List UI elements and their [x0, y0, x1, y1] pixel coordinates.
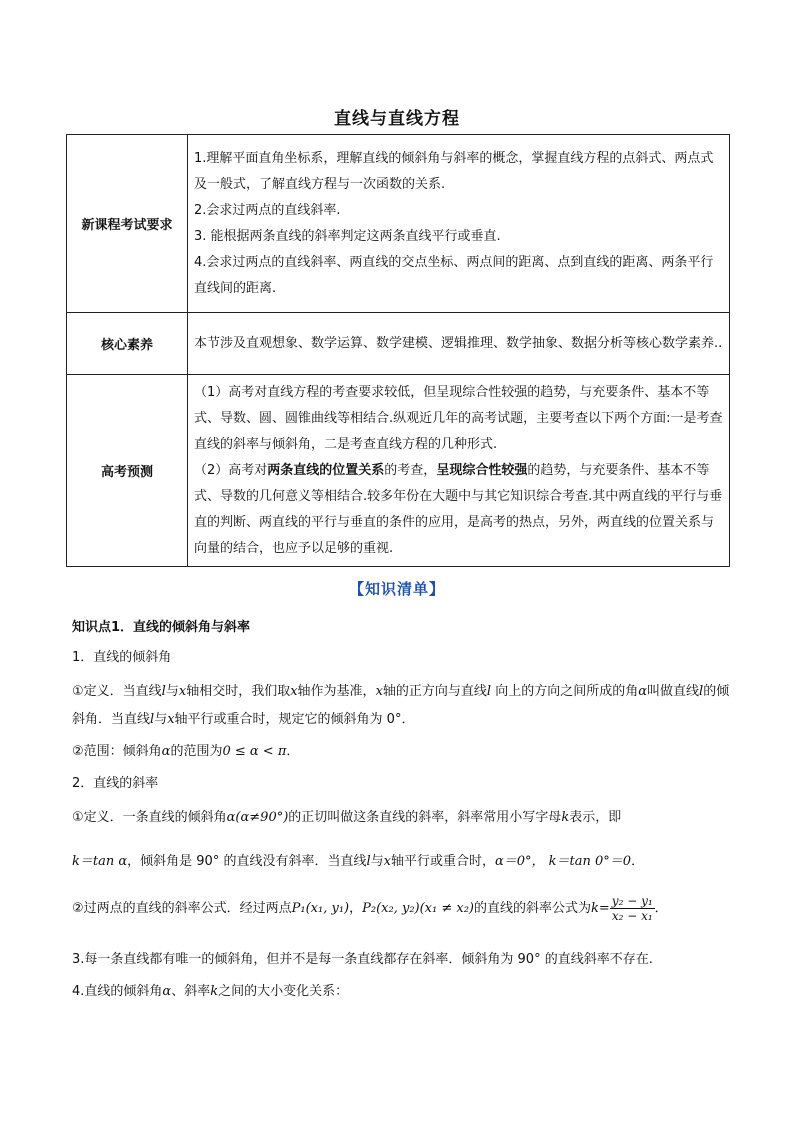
text-span: 、斜率 [171, 984, 211, 999]
text-span: （2）高考对 [194, 462, 268, 478]
text-span: 与 [154, 712, 168, 727]
text-span: 的范围为 [170, 744, 223, 759]
math-expression: α(α≠90°) [226, 810, 289, 825]
emphasis-text: 两条直线的位置关系 [267, 462, 385, 478]
requirement-item: 1.理解平面直角坐标系，理解直线的倾斜角与斜率的概念，掌握直线方程的点斜式、两点式及一般式，了解直线方程与一次函数的关系. [194, 150, 714, 192]
text-span: 轴平行或重合时，规定它的倾斜角为 0°． [174, 712, 415, 727]
paragraph-3: 3.每一条直线都有唯一的倾斜角，但并不是每一条直线都存在斜率．倾斜角为 90° 的直线斜率不存在. [72, 952, 653, 967]
math-expression: 0 ≤ α < π [222, 744, 287, 759]
definition-paragraph [72, 678, 732, 734]
paragraph-4 [72, 982, 732, 1002]
table-row [67, 375, 730, 567]
math-var: l [366, 854, 371, 869]
math-var: k [561, 810, 570, 825]
text-span: 轴平行或重合时， [390, 854, 495, 869]
text-span: 的趋势，与充要条件、基本不等式、导数的几何意义等相结合.较多年份在大题中与其它知识综合考查.其中两直线的平行与垂直的判断、两直线的平行与垂直的条件的应用，是高考的热点，另外，两直线的位置关系与向量的结合，也应予以足够的重视. [194, 462, 723, 556]
math-expression: P₂(x₂, y₂)(x₁ ≠ x₂) [362, 901, 474, 916]
row-content-forecast [188, 375, 730, 567]
text-span: ②过两点的直线的斜率公式．经过两点 [72, 901, 292, 916]
text-span: 的直线的斜率公式为 [474, 901, 592, 916]
text-span: ． [654, 901, 668, 916]
range-paragraph [72, 742, 732, 762]
slope-definition [72, 808, 732, 828]
math-expression: P₁(x₁, y₁) [291, 901, 350, 916]
requirement-item: 4.会求过两点的直线斜率、两直线的交点坐标、两点间的距离、点到直线的距离、两条平行直线间的距离. [194, 254, 714, 296]
row-label-literacy: 核心素养 [67, 313, 188, 375]
text-span: 表示，即 [569, 810, 622, 825]
requirement-item: 2.会求过两点的直线斜率. [194, 202, 341, 218]
math-var: k [210, 984, 219, 999]
math-var: x [167, 712, 175, 727]
table-row [67, 135, 730, 313]
requirements-table [66, 134, 730, 567]
math-var: l [699, 684, 704, 699]
text-span: 叫做直线 [647, 684, 700, 699]
forecast-paragraph-2 [194, 458, 723, 562]
slope-formula [72, 894, 732, 923]
math-var: α [162, 984, 172, 999]
text-span: ②范围：倾斜角 [72, 744, 162, 759]
math-var: α [161, 744, 171, 759]
literacy-text: 本节涉及直观想象、数学运算、数学建模、逻辑推理、数学抽象、数据分析等核心数学素养.. [194, 335, 723, 351]
subsection-title: 2．直线的斜率 [72, 776, 159, 791]
text-span: ． [286, 744, 300, 759]
math-var: k= [591, 901, 610, 916]
emphasis-text: 呈现综合性较强 [436, 462, 528, 478]
math-var: α [638, 684, 648, 699]
subsection-title: 1．直线的倾斜角 [72, 650, 172, 665]
slope-definition-line-2 [72, 852, 732, 872]
page-title: 直线与直线方程 [334, 109, 460, 129]
math-var: x [178, 684, 187, 699]
text-span: ， [349, 901, 363, 916]
text-span: 轴相交时，我们取 [186, 684, 291, 699]
text-span: 之间的大小变化关系： [218, 984, 349, 999]
row-content-requirements [188, 135, 730, 313]
row-content-literacy [188, 313, 730, 375]
text-span: ． [631, 854, 645, 869]
math-expression: α＝0°， k＝tan 0°＝0 [495, 854, 632, 869]
row-label-forecast: 高考预测 [67, 375, 188, 567]
row-label-requirements: 新课程考试要求 [67, 135, 188, 313]
text-span: 向上的方向之间所成的角 [491, 684, 639, 699]
text-span: 4.直线的倾斜角 [72, 984, 163, 999]
text-span: ①定义．当直线 [72, 684, 162, 699]
math-var: x [290, 684, 298, 699]
math-var: l [161, 684, 166, 699]
text-span: 轴作为基准， [297, 684, 376, 699]
text-span: 的倾斜角．当直线 [72, 684, 730, 727]
math-expression: k＝tan α [72, 854, 128, 869]
math-var: l [486, 684, 492, 699]
text-span: 与 [370, 854, 384, 869]
section-header: 【知识清单】 [348, 580, 445, 598]
text-span: 的正切叫做这条直线的斜率，斜率常用小写字母 [288, 810, 562, 825]
fraction-numerator: y₂ − y₁ [611, 894, 653, 908]
math-var: l [150, 712, 155, 727]
forecast-paragraph-1: （1）高考对直线方程的考查要求较低，但呈现综合性较强的趋势，与充要条件、基本不等式、导数、圆、圆锥曲线等相结合.纵观近几年的高考试题，主要考查以下两个方面:一是考查直线的斜率与倾斜角，二是考查直线方程的几种形式. [194, 384, 723, 452]
requirement-item: 3. 能根据两条直线的斜率判定这两条直线平行或垂直. [194, 228, 501, 244]
slope-fraction [610, 894, 655, 923]
knowledge-point-heading: 知识点1．直线的倾斜角与斜率 [72, 620, 251, 635]
fraction-denominator: x₂ − x₁ [611, 909, 653, 923]
text-span: 与 [165, 684, 179, 699]
text-span: ，倾斜角是 90° 的直线没有斜率．当直线 [127, 854, 367, 869]
text-span: 轴的正方向与直线 [382, 684, 487, 699]
text-span: ①定义．一条直线的倾斜角 [72, 810, 227, 825]
math-var: x [383, 854, 391, 869]
text-span: 的考查， [384, 462, 437, 478]
math-var: x [375, 684, 383, 699]
table-row [67, 313, 730, 375]
